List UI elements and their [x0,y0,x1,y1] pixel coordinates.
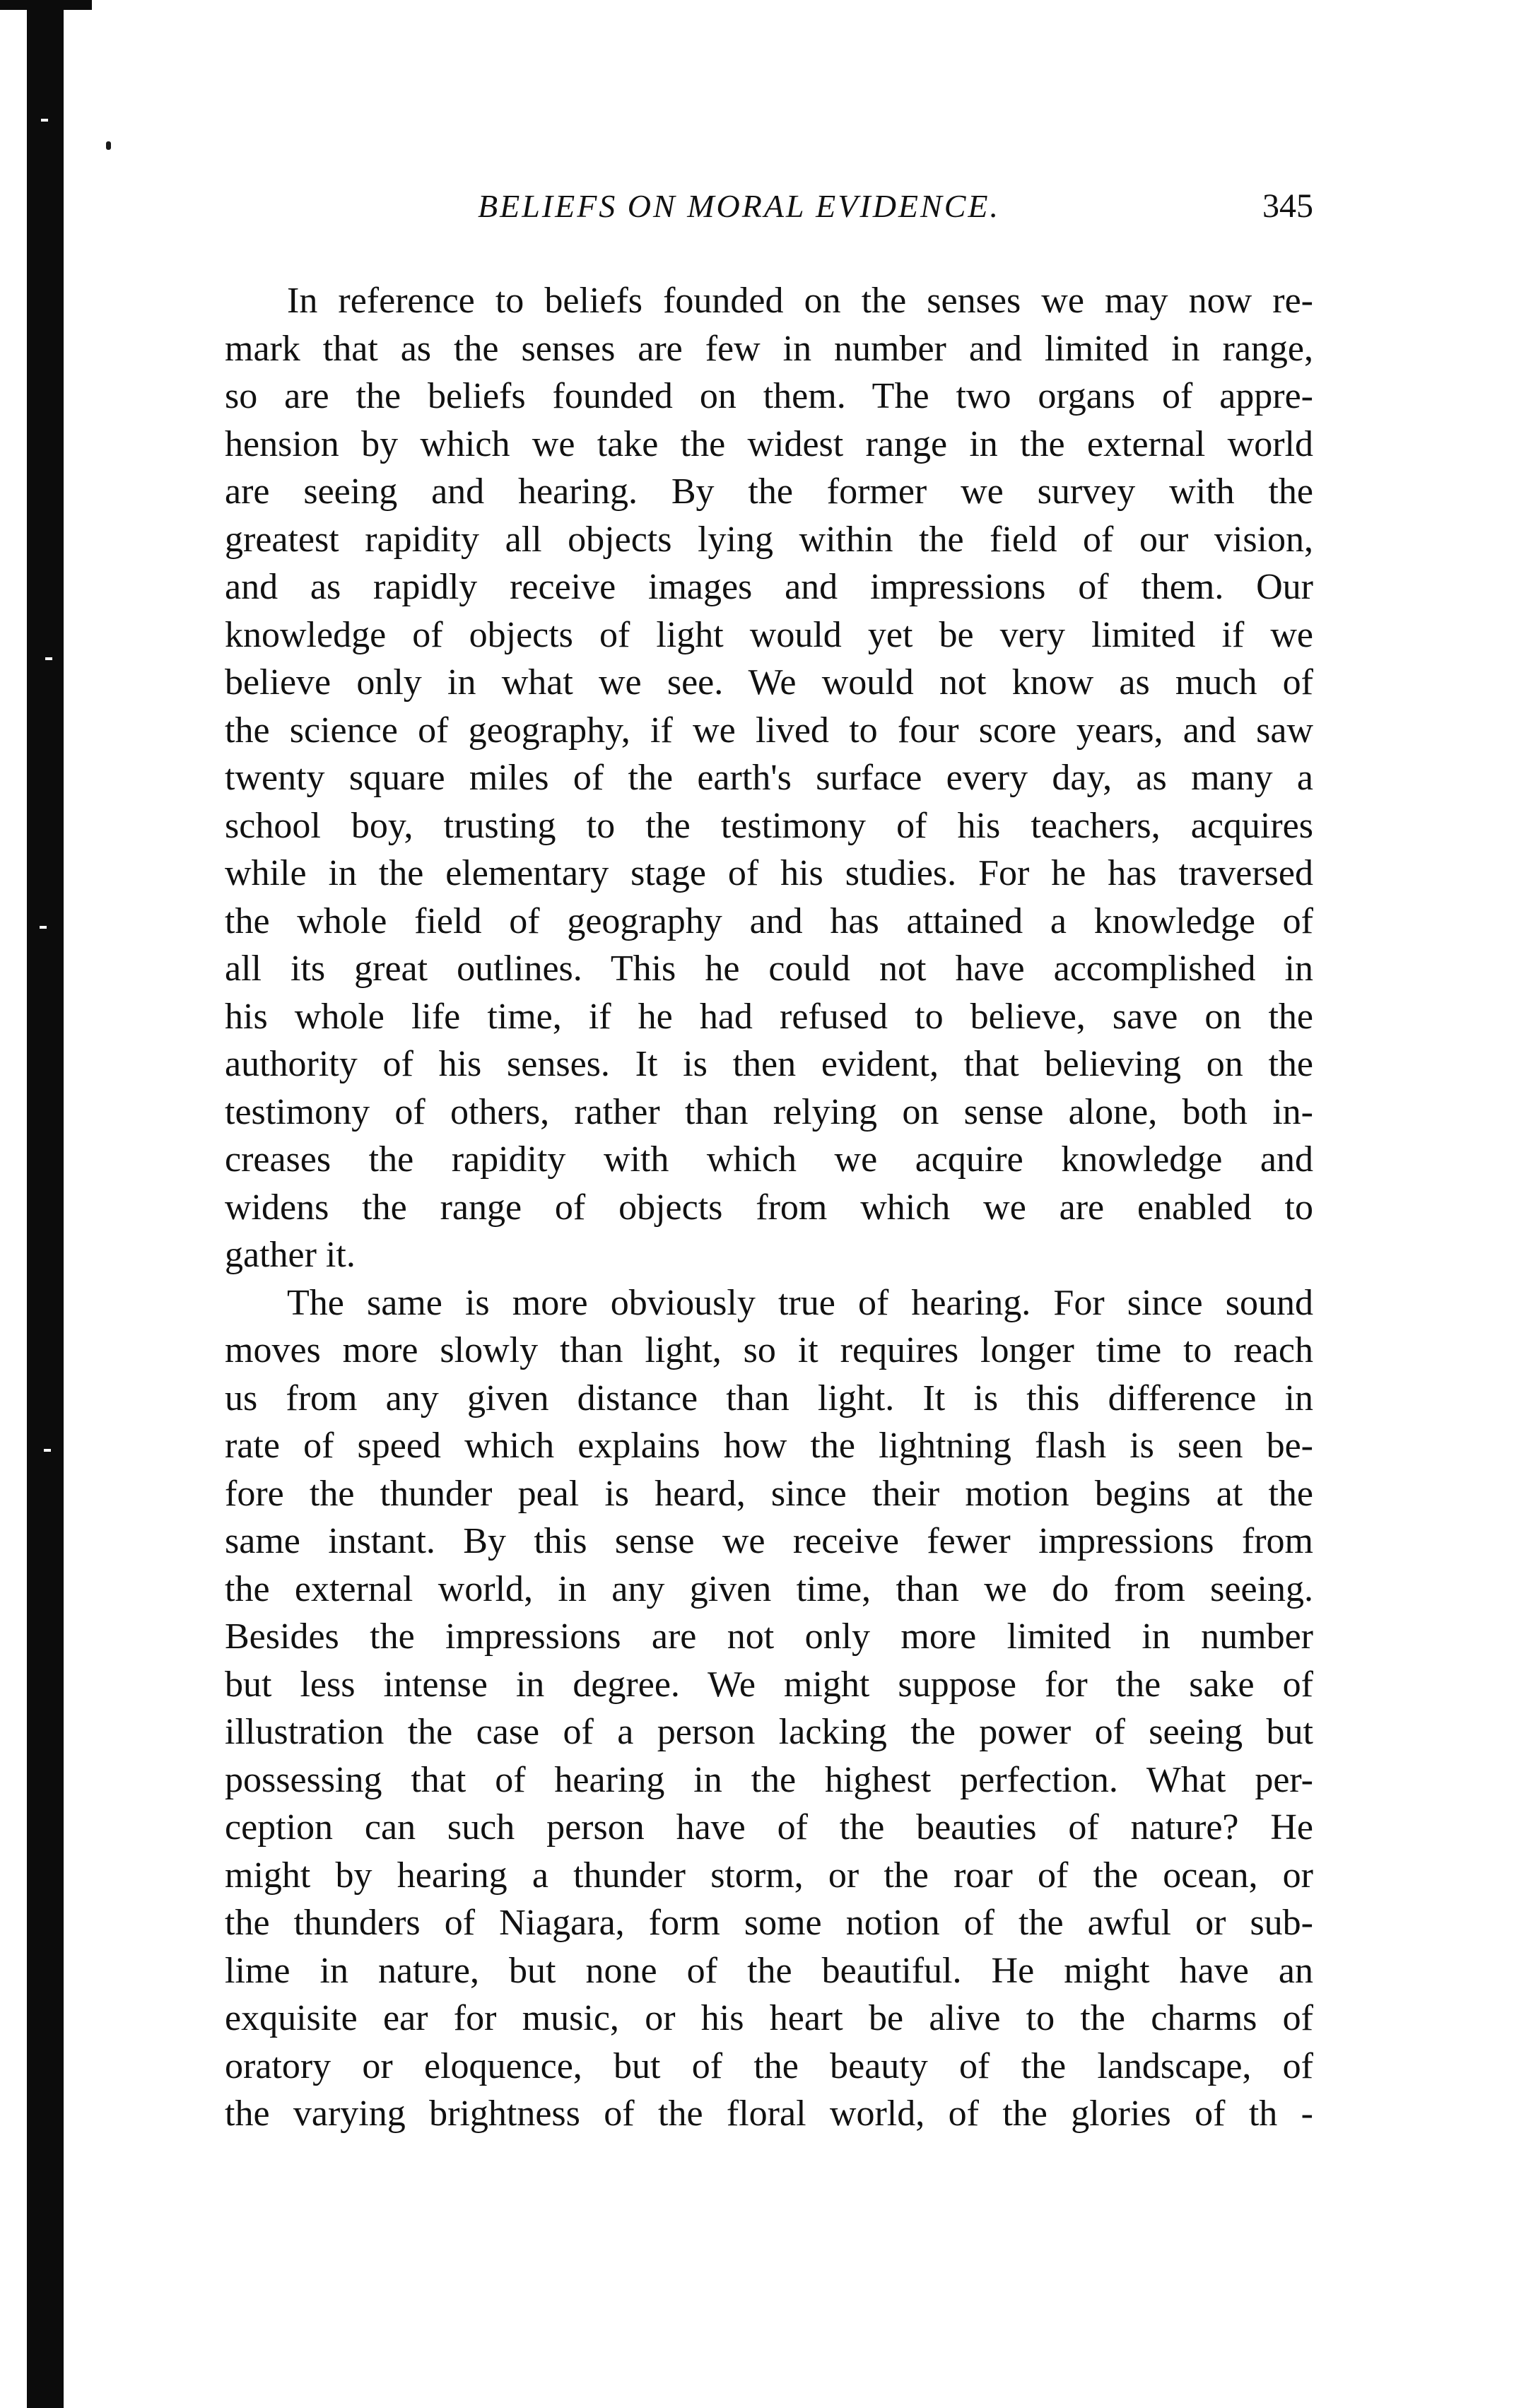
page-corner-mark [0,0,92,10]
text-line: and as rapidly receive images and impressions of them. Our [225,567,1313,607]
text-line: gather it. [225,1235,356,1275]
running-head [225,185,1313,242]
text-line: mark that as the senses are few in number and limited in range, [225,328,1313,369]
stray-ink-mark [106,141,111,150]
text-line: his whole life time, if he had refused to believe, save on the [225,996,1313,1037]
text-line: rate of speed which explains how the lightning flash is seen be- [225,1426,1313,1466]
text-line: greatest rapidity all objects lying within the field of our vision, [225,519,1313,560]
text-line: the varying brightness of the floral world, of the glories of th - [225,2093,1313,2134]
text-line: same instant. By this sense we receive fewer impressions from [225,1521,1313,1561]
text-line: while in the elementary stage of his studies. For he has traversed [225,853,1313,893]
text-line: the science of geography, if we lived to four score years, and saw [225,710,1313,751]
body-text [225,277,1313,2138]
text-line: In reference to beliefs founded on the senses we may now re- [287,281,1313,321]
paragraph [225,277,1313,1279]
text-line: Besides the impressions are not only more limited in number [225,1616,1313,1657]
text-line: widens the range of objects from which we are enabled to [225,1187,1313,1228]
edge-speck [40,926,47,929]
text-line: hension by which we take the widest range in the external world [225,423,1313,464]
text-line: believe only in what we see. We would not know as much of [225,662,1313,703]
page-number: 345 [1262,187,1313,225]
paragraph [225,1279,1313,2138]
text-line: but less intense in degree. We might suppose for the sake of [225,1664,1313,1705]
text-line: knowledge of objects of light would yet be very limited if we [225,614,1313,655]
running-title: BELIEFS ON MORAL EVIDENCE. [478,188,1000,224]
text-line: fore the thunder peal is heard, since their motion begins at the [225,1473,1313,1514]
text-line: exquisite ear for music, or his heart be alive to the charms of [225,1998,1313,2038]
edge-speck [44,1449,51,1452]
text-line: authority of his senses. It is then evident, that believing on the [225,1044,1313,1084]
text-line: twenty square miles of the earth's surface every day, as many a [225,758,1313,798]
text-line: are seeing and hearing. By the former we survey with the [225,471,1313,512]
text-line: the thunders of Niagara, form some notion of the awful or sub- [225,1903,1313,1943]
text-line: might by hearing a thunder storm, or the roar of the ocean, or [225,1855,1313,1896]
text-line: us from any given distance than light. It is this difference in [225,1378,1313,1419]
edge-speck [41,119,48,122]
edge-speck [45,657,52,660]
text-line: all its great outlines. This he could not have accomplished in [225,948,1313,989]
text-line: the external world, in any given time, than we do from seeing. [225,1568,1313,1609]
text-line: creases the rapidity with which we acquire knowledge and [225,1139,1313,1180]
text-line: testimony of others, rather than relying on sense alone, both in- [225,1091,1313,1132]
text-line: school boy, trusting to the testimony of his teachers, acquires [225,805,1313,846]
page-binding-edge [27,0,64,2408]
text-line: possessing that of hearing in the highest perfection. What per- [225,1759,1313,1800]
text-line: lime in nature, but none of the beautiful. He might have an [225,1950,1313,1991]
text-line: so are the beliefs founded on them. The two organs of appre- [225,376,1313,416]
text-line: moves more slowly than light, so it requires longer time to reach [225,1330,1313,1370]
text-line: illustration the case of a person lacking the power of seeing but [225,1712,1313,1752]
text-line: oratory or eloquence, but of the beauty of the landscape, of [225,2045,1313,2086]
text-line: The same is more obviously true of hearing. For since sound [287,1282,1313,1323]
text-line: the whole field of geography and has attained a knowledge of [225,900,1313,941]
text-line: ception can such person have of the beauties of nature? He [225,1807,1313,1848]
